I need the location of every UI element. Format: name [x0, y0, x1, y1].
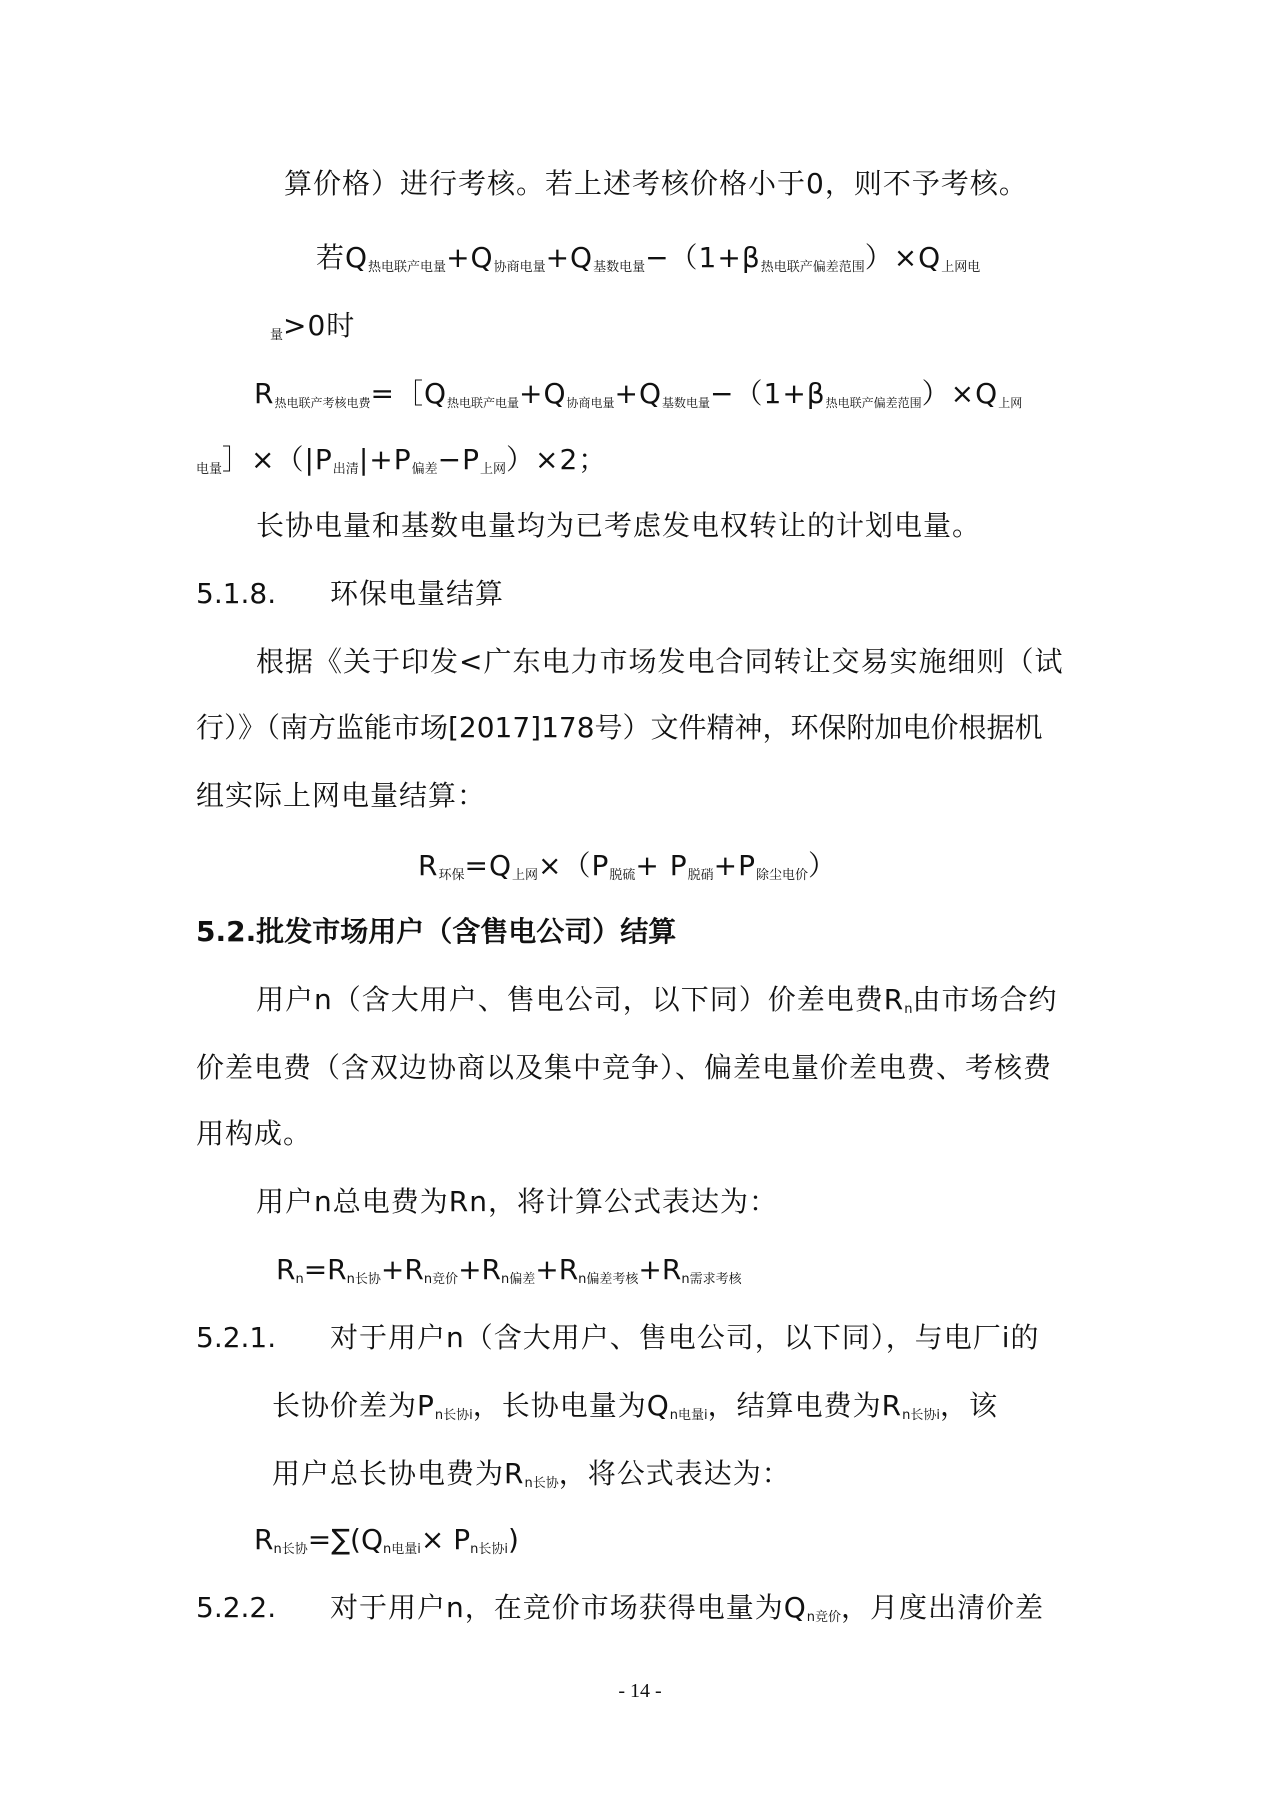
text-part: ，该 [939, 1389, 998, 1422]
formula-part: 若Q [316, 241, 369, 274]
subscript: n偏差考核 [578, 1272, 639, 1287]
formula-part: =R [303, 1253, 347, 1286]
formula-part: ) [507, 1523, 519, 1556]
formula-part: R [276, 1253, 296, 1286]
formula-part: +Q [446, 241, 494, 274]
text-part: 由市场合约 [912, 983, 1058, 1016]
text-line [330, 1588, 1044, 1638]
formula-part: |+P [358, 443, 412, 476]
subscript: 上网电 [941, 260, 981, 275]
formula-part: R [254, 377, 275, 410]
formula-part: ］×（|P [222, 443, 333, 476]
subscript: n长协 [346, 1272, 381, 1287]
text-line: 对于用户n（含大用户、售电公司，以下同），与电厂i的 [330, 1321, 1040, 1354]
subscript: 基数电量 [662, 396, 711, 410]
text-line [256, 980, 1057, 1030]
subscript: n [295, 1272, 304, 1287]
section-number: 5.2.2. [196, 1591, 277, 1624]
subscript: 上网 [998, 396, 1023, 410]
formula-part: R [418, 849, 439, 882]
text-part: ，月度出清价差 [841, 1591, 1045, 1624]
subscript: 量 [270, 328, 284, 343]
section-number: 5.2.1. [196, 1321, 277, 1354]
formula-part: ×（P [538, 849, 610, 882]
text-part: ，将公式表达为： [558, 1457, 791, 1490]
text-line: 价差电费（含双边协商以及集中竞争）、偏差电量价差电费、考核费 [196, 1051, 1053, 1084]
text-part: 用户总长协电费为R [272, 1457, 525, 1490]
formula-line [254, 374, 1022, 423]
formula-part: ） [808, 849, 838, 882]
formula-part: +P [713, 849, 756, 882]
formula-line [276, 1250, 742, 1300]
text-line: 用构成。 [196, 1117, 313, 1150]
subscript: 热电联产偏差范围 [760, 260, 865, 275]
formula-part: +Q [614, 377, 663, 410]
page-number: - 14 - [618, 1680, 662, 1702]
subscript: n长协i [902, 1408, 940, 1423]
subscript: 电量 [196, 462, 223, 477]
subscript: n需求考核 [681, 1272, 742, 1287]
subscript: 出清 [332, 462, 359, 477]
formula-part: +Q [519, 377, 567, 410]
formula-part: +R [458, 1253, 501, 1286]
text-part: 对于用户n，在竞价市场获得电量为Q [330, 1591, 807, 1624]
formula-part: ）×Q [921, 377, 999, 410]
text-line: 长协电量和基数电量均为已考虑发电权转让的计划电量。 [256, 509, 982, 542]
subscript: 环保 [438, 868, 465, 883]
subscript: n竞价 [806, 1610, 842, 1625]
text-part: ，结算电费为R [707, 1389, 903, 1422]
subscript: 热电联产电量 [447, 396, 520, 410]
subscript: 脱硫 [609, 868, 636, 883]
formula-part: +Q [545, 241, 594, 274]
section-title: 环保电量结算 [330, 577, 505, 610]
subscript: n电量i [669, 1408, 708, 1423]
formula-part: =∑(Q [307, 1523, 384, 1556]
formula-part: −P [437, 443, 480, 476]
text-part: 长协价差为P [272, 1389, 435, 1422]
section-number: 5.1.8. [196, 577, 277, 610]
subscript: 协商电量 [493, 260, 546, 275]
formula-part: +R [638, 1253, 682, 1286]
formula-part: +R [380, 1253, 424, 1286]
formula-part: −（1+β [645, 241, 761, 274]
text-line: 算价格）进行考核。若上述考核价格小于0，则不予考核。 [284, 167, 1028, 200]
subscript: n长协i [434, 1408, 473, 1423]
subscript: n电量i [383, 1542, 421, 1557]
subscript: n长协i [470, 1542, 508, 1557]
text-line: 根据《关于印发<广东电力市场发电合同转让交易实施细则（试 [256, 645, 1064, 678]
subscript: n偏差 [500, 1272, 536, 1287]
formula-part: ）×Q [864, 241, 942, 274]
formula-line [270, 306, 355, 356]
formula-part: =［Q [370, 377, 447, 410]
formula-line [196, 440, 607, 490]
text-line: 组实际上网电量结算： [196, 779, 487, 812]
subscript: n长协 [524, 1476, 559, 1491]
subscript: n竞价 [423, 1272, 459, 1287]
subscript: 基数电量 [593, 260, 646, 275]
formula-part: −（1+β [710, 377, 826, 410]
subscript: n [904, 1002, 913, 1017]
subscript: 脱硝 [687, 868, 714, 883]
formula-part: =Q [464, 849, 512, 882]
formula-part: R [254, 1523, 274, 1556]
section-heading: 5.2.批发市场用户（含售电公司）结算 [196, 915, 677, 948]
text-part: 用户n（含大用户、售电公司，以下同）价差电费R [256, 983, 905, 1016]
subscript: 偏差 [411, 462, 438, 477]
subscript: 协商电量 [566, 396, 615, 410]
subscript: 热电联产偏差范围 [825, 396, 922, 410]
subscript: 热电联产电量 [368, 260, 447, 275]
formula-part: × P [420, 1523, 471, 1556]
text-line [272, 1454, 791, 1504]
text-line [272, 1386, 998, 1436]
text-line: 行）》（南方监能市场[2017]178号）文件精神，环保附加电价根据机 [196, 711, 1043, 744]
text-part: ，长协电量为Q [472, 1389, 670, 1422]
formula-part: ）×2； [505, 443, 608, 476]
formula-line [254, 1520, 519, 1570]
formula-part: +R [535, 1253, 579, 1286]
subscript: n长协 [273, 1542, 308, 1557]
formula-part: + P [635, 849, 688, 882]
subscript: 上网 [511, 868, 538, 883]
formula-line [316, 238, 980, 288]
text-line: 用户n总电费为Rn，将计算公式表达为： [256, 1185, 778, 1218]
subscript: 除尘电价 [756, 868, 809, 883]
subscript: 热电联产考核电费 [274, 396, 371, 410]
formula-part: >0时 [283, 309, 356, 342]
formula-line [418, 846, 837, 896]
subscript: 上网 [479, 462, 506, 477]
